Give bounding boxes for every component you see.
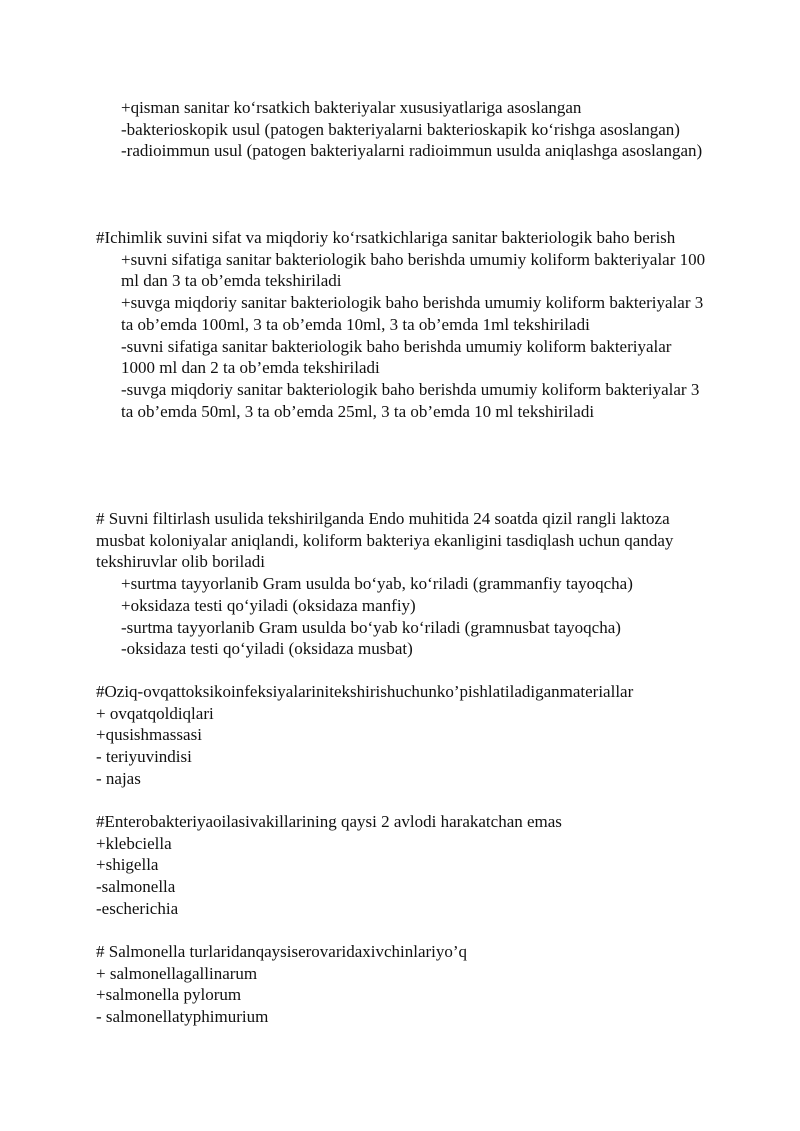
question-block: [96, 941, 706, 1028]
question-text: # Salmonella turlaridanqaysiserovaridaxivchinlariyo’q: [96, 942, 468, 961]
answer-option: +salmonella pylorum: [96, 985, 242, 1005]
answer-option: + salmonellagallinarum: [96, 963, 258, 983]
answer-option: -salmonella: [96, 877, 176, 897]
answer-option: -suvga miqdoriy sanitar bakteriologik baho berishda umumiy koliform bakteriyalar 3 ta ob’emda 50ml, 3 ta ob’emda 25ml, 3 ta ob’emda 10 ml tekshiriladi: [121, 379, 700, 421]
answer-option: -escherichia: [96, 898, 179, 918]
answer-option: - teriyuvindisi: [96, 747, 192, 767]
question-block: [96, 811, 706, 920]
answer-option: +klebciella: [96, 833, 172, 853]
question-block: [96, 681, 706, 790]
answer-option: - najas: [96, 768, 141, 788]
answer-option: -suvni sifatiga sanitar bakteriologik baho berishda umumiy koliform bakteriyalar 1000 ml dan 2 ta ob’emda tekshiriladi: [121, 336, 672, 378]
answer-option: -oksidaza testi qo‘yiladi (oksidaza musbat): [121, 639, 413, 659]
answer-option: +oksidaza testi qo‘yiladi (oksidaza manfiy): [121, 595, 416, 615]
question-text: # Suvni filtirlash usulida tekshirilganda Endo muhitida 24 soatda qizil rangli laktoza musbat koloniyalar aniqlandi, koliform bakteriya ekanligini tasdiqlash uchun qanday tekshiruvlar olib boriladi: [96, 509, 674, 572]
answer-option: +shigella: [96, 855, 159, 875]
answer-option: -bakterioskopik usul (patogen bakteriyalarni bakterioskapik ko‘rishga asoslangan): [121, 119, 680, 139]
question-block: [96, 508, 706, 660]
question-block-continued: [96, 97, 706, 162]
answer-option: +surtma tayyorlanib Gram usulda bo‘yab, ko‘riladi (grammanfiy tayoqcha): [121, 574, 633, 594]
question-text: #Oziq-ovqattoksikoinfeksiyalarinitekshirishuchunko’pishlatiladiganmateriallar: [96, 682, 634, 701]
answer-option: +suvni sifatiga sanitar bakteriologik baho berishda umumiy koliform bakteriyalar 100 ml dan 3 ta ob’emda tekshiriladi: [121, 249, 706, 291]
question-block: [96, 227, 706, 422]
answer-option: +qisman sanitar ko‘rsatkich bakteriyalar xususiyatlariga asoslangan: [121, 98, 582, 117]
answer-option: -surtma tayyorlanib Gram usulda bo‘yab ko‘riladi (gramnusbat tayoqcha): [121, 617, 621, 637]
answer-option: - salmonellatyphimurium: [96, 1007, 269, 1027]
answer-option: +suvga miqdoriy sanitar bakteriologik baho berishda umumiy koliform bakteriyalar 3 ta ob’emda 100ml, 3 ta ob’emda 10ml, 3 ta ob’emda 1ml tekshiriladi: [121, 293, 704, 334]
answer-option: -radioimmun usul (patogen bakteriyalarni radioimmun usulda aniqlashga asoslangan): [121, 141, 703, 161]
question-text: #Ichimlik suvini sifat va miqdoriy ko‘rsatkichlariga sanitar bakteriologik baho berish: [96, 228, 676, 247]
answer-option: + ovqatqoldiqlari: [96, 703, 214, 723]
answer-option: +qusishmassasi: [96, 725, 202, 745]
question-text: #Enterobakteriyaoilasivakillarining qaysi 2 avlodi harakatchan emas: [96, 812, 562, 831]
